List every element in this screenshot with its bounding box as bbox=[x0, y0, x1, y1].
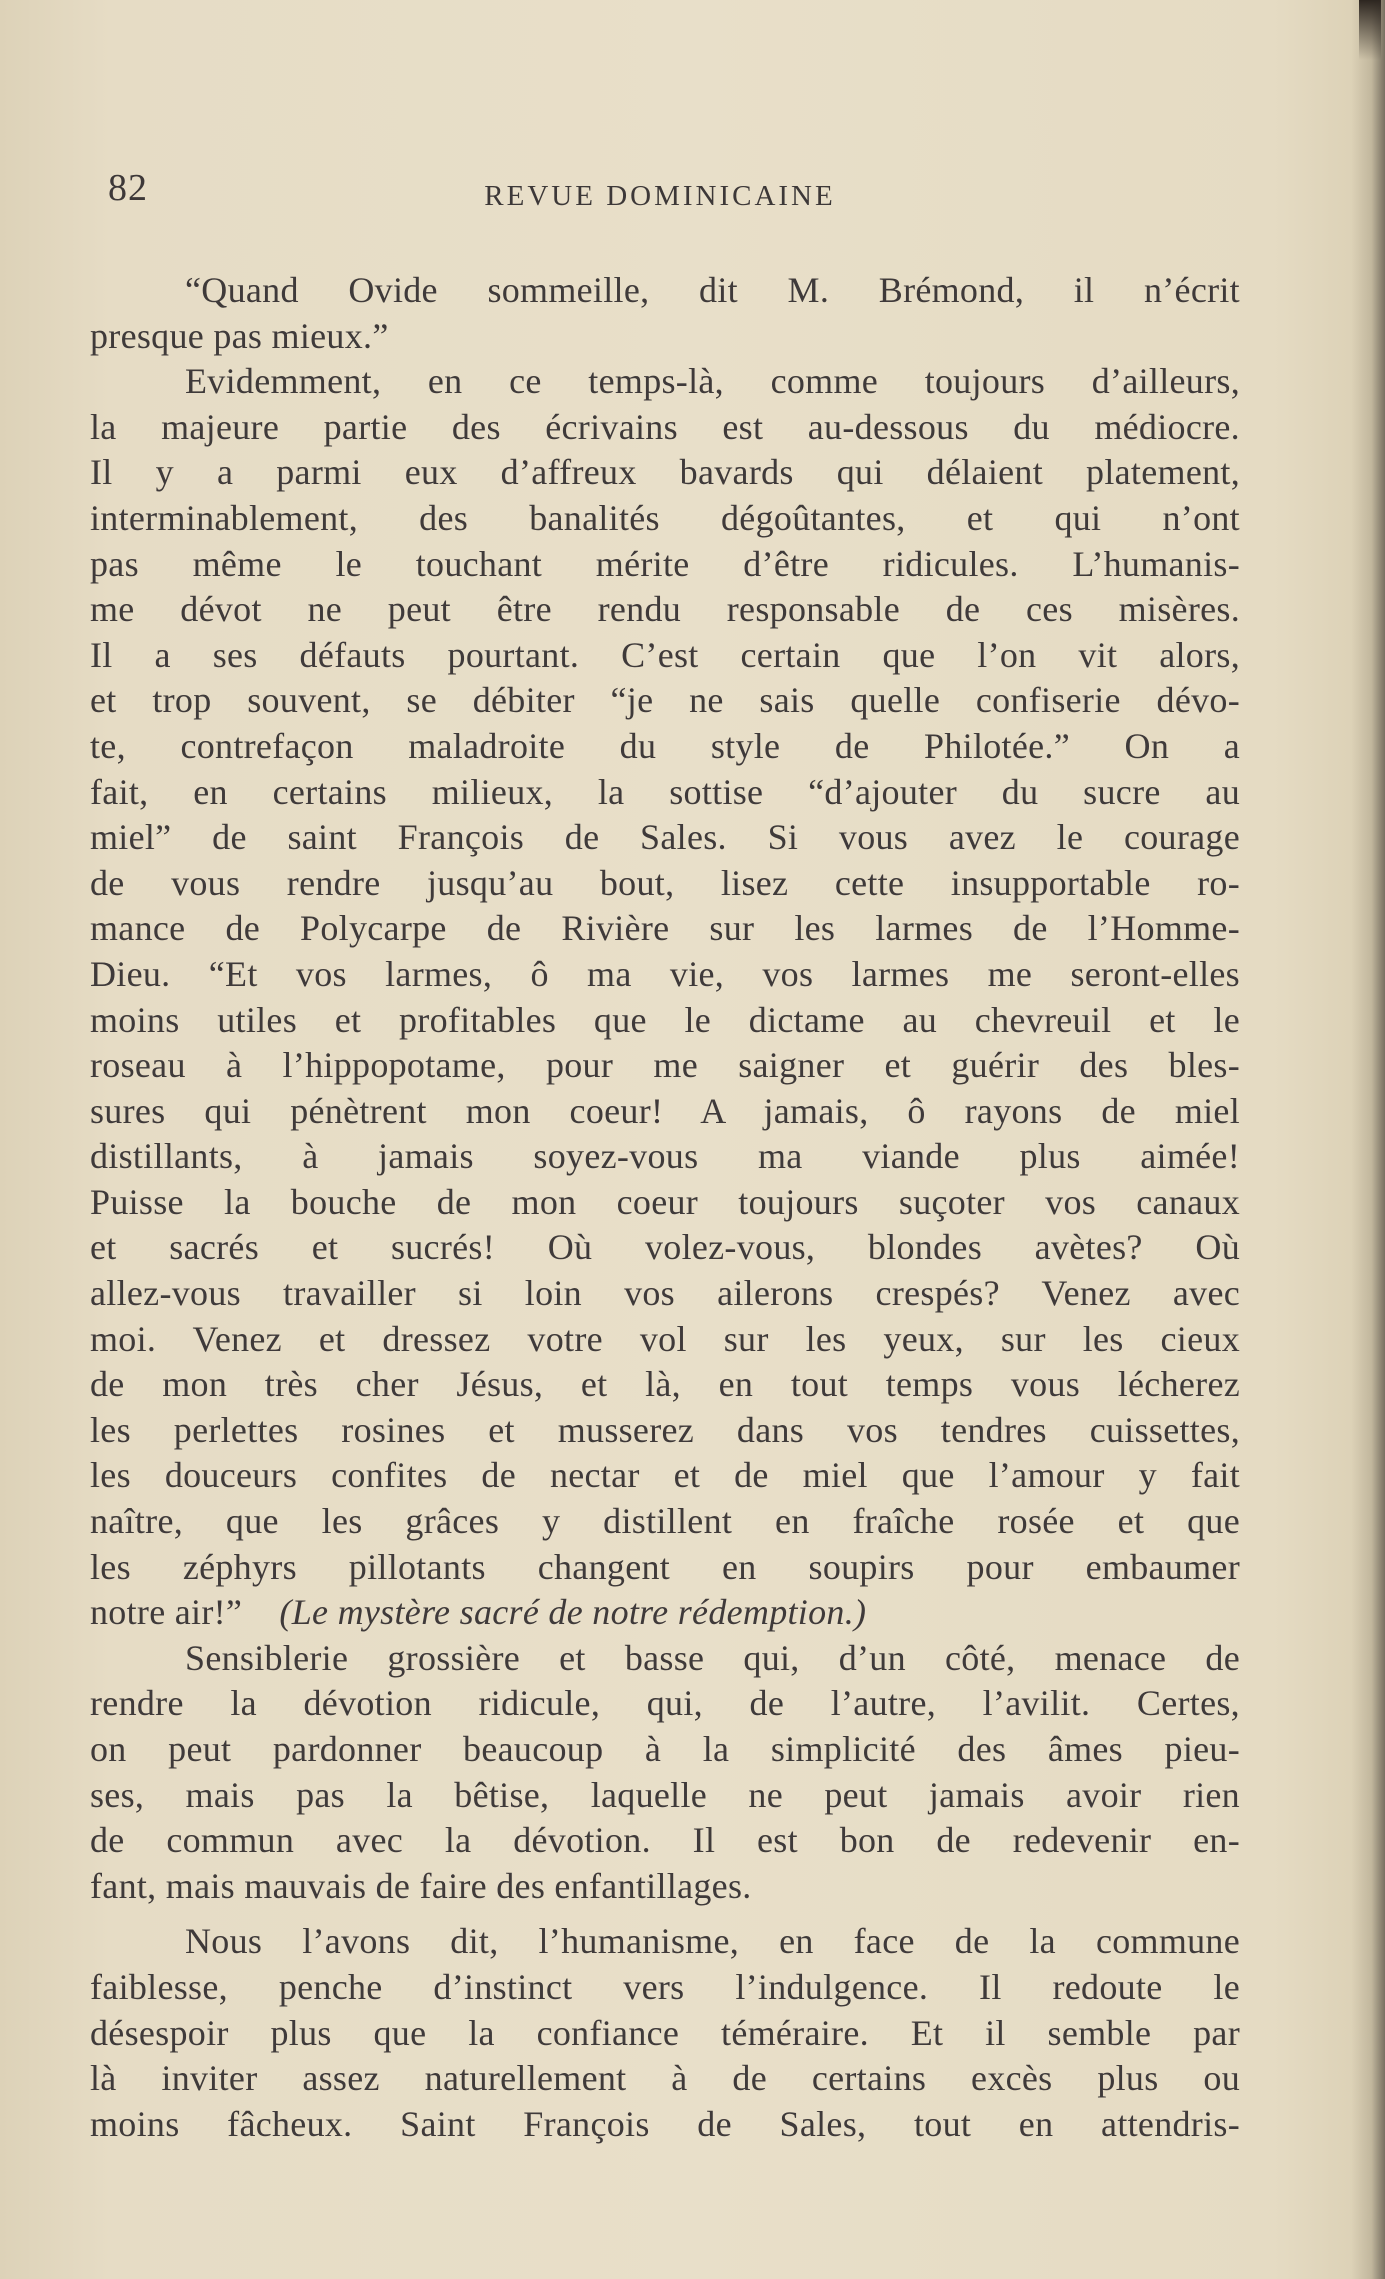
text-line: moins fâcheux. Saint François de Sales, tout en attendris- bbox=[90, 2103, 1240, 2144]
text-line: désespoir plus que la confiance téméraire. Et il semble par bbox=[90, 2012, 1240, 2053]
text-line: de commun avec la dévotion. Il est bon de redevenir en- bbox=[90, 1820, 1240, 1861]
text-line: sures qui pénètrent mon coeur! A jamais, ô rayons de miel bbox=[90, 1090, 1240, 1131]
paragraph-4 bbox=[90, 1919, 1240, 2147]
text-line: Nous l’avons dit, l’humanisme, en face de la commune bbox=[185, 1921, 1240, 1962]
page-corner-shadow bbox=[1359, 0, 1381, 60]
paragraph-2 bbox=[90, 359, 1240, 1636]
text-line: moi. Venez et dressez votre vol sur les yeux, sur les cieux bbox=[90, 1318, 1240, 1359]
text-line: allez-vous travailler si loin vos ailerons crespés? Venez avec bbox=[90, 1273, 1240, 1314]
spine-shadow bbox=[1351, 0, 1385, 2279]
text-line: la majeure partie des écrivains est au-dessous du médiocre. bbox=[90, 406, 1240, 447]
text-line: on peut pardonner beaucoup à la simplicité des âmes pieu- bbox=[90, 1729, 1240, 1769]
text-line: rendre la dévotion ridicule, qui, de l’autre, l’avilit. Certes, bbox=[90, 1683, 1240, 1724]
text-line: presque pas mieux.” bbox=[90, 315, 389, 356]
text-line: fant, mais mauvais de faire des enfantillages. bbox=[90, 1865, 752, 1906]
paragraph-3 bbox=[90, 1636, 1240, 1910]
page-number: 82 bbox=[108, 167, 148, 209]
text-line: distillants, à jamais soyez-vous ma viande plus aimée! bbox=[90, 1136, 1240, 1177]
text-line: Sensiblerie grossière et basse qui, d’un côté, menace de bbox=[185, 1637, 1240, 1678]
page-header bbox=[100, 166, 1220, 226]
text-line: et trop souvent, se débiter “je ne sais quelle confiserie dévo- bbox=[90, 680, 1240, 721]
paragraph-1 bbox=[90, 268, 1240, 359]
text-line bbox=[90, 1590, 1240, 1636]
paragraph-gap bbox=[90, 1909, 1240, 1919]
text-line: Evidemment, en ce temps-là, comme toujours d’ailleurs, bbox=[185, 361, 1240, 402]
text-line: Il a ses défauts pourtant. C’est certain que l’on vit alors, bbox=[90, 634, 1240, 675]
text-line: “Quand Ovide sommeille, dit M. Brémond, il n’écrit bbox=[185, 270, 1240, 310]
text-line: interminablement, des banalités dégoûtantes, et qui n’ont bbox=[90, 497, 1240, 538]
citation: (Le mystère sacré de notre rédemption.) bbox=[279, 1592, 867, 1633]
text-line: les zéphyrs pillotants changent en soupirs pour embaumer bbox=[90, 1546, 1240, 1587]
text-line: moins utiles et profitables que le dictame au chevreuil et le bbox=[90, 999, 1240, 1040]
text-line: fait, en certains milieux, la sottise “d’ajouter du sucre au bbox=[90, 771, 1240, 812]
running-head: REVUE DOMINICAINE bbox=[484, 180, 836, 212]
text-line: ses, mais pas la bêtise, laquelle ne peut jamais avoir rien bbox=[90, 1774, 1240, 1815]
text-line: et sacrés et sucrés! Où volez-vous, blondes avètes? Où bbox=[90, 1227, 1240, 1268]
text-line: les douceurs confites de nectar et de miel que l’amour y fait bbox=[90, 1455, 1240, 1496]
text-line: les perlettes rosines et musserez dans vos tendres cuissettes, bbox=[90, 1409, 1240, 1450]
text-line: me dévot ne peut être rendu responsable de ces misères. bbox=[90, 589, 1240, 630]
text-line: te, contrefaçon maladroite du style de Philotée.” On a bbox=[90, 725, 1240, 766]
text-line: miel” de saint François de Sales. Si vous avez le courage bbox=[90, 817, 1240, 858]
text-line: Il y a parmi eux d’affreux bavards qui délaient platement, bbox=[90, 452, 1240, 493]
text-line: naître, que les grâces y distillent en fraîche rosée et que bbox=[90, 1501, 1240, 1542]
body-text bbox=[90, 268, 1240, 2147]
closing-text: notre air!” bbox=[90, 1592, 243, 1633]
text-line: faiblesse, penche d’instinct vers l’indulgence. Il redoute le bbox=[90, 1966, 1240, 2007]
text-line: roseau à l’hippopotame, pour me saigner et guérir des bles- bbox=[90, 1045, 1240, 1086]
text-line: de vous rendre jusqu’au bout, lisez cette insupportable ro- bbox=[90, 862, 1240, 903]
text-line: là inviter assez naturellement à de certains excès plus ou bbox=[90, 2058, 1240, 2099]
text-line: mance de Polycarpe de Rivière sur les larmes de l’Homme- bbox=[90, 908, 1240, 949]
text-line: de mon très cher Jésus, et là, en tout temps vous lécherez bbox=[90, 1364, 1240, 1405]
text-line: Puisse la bouche de mon coeur toujours suçoter vos canaux bbox=[90, 1181, 1240, 1222]
text-line: pas même le touchant mérite d’être ridicules. L’humanis- bbox=[90, 543, 1240, 584]
text-line: Dieu. “Et vos larmes, ô ma vie, vos larmes me seront-elles bbox=[90, 953, 1240, 994]
